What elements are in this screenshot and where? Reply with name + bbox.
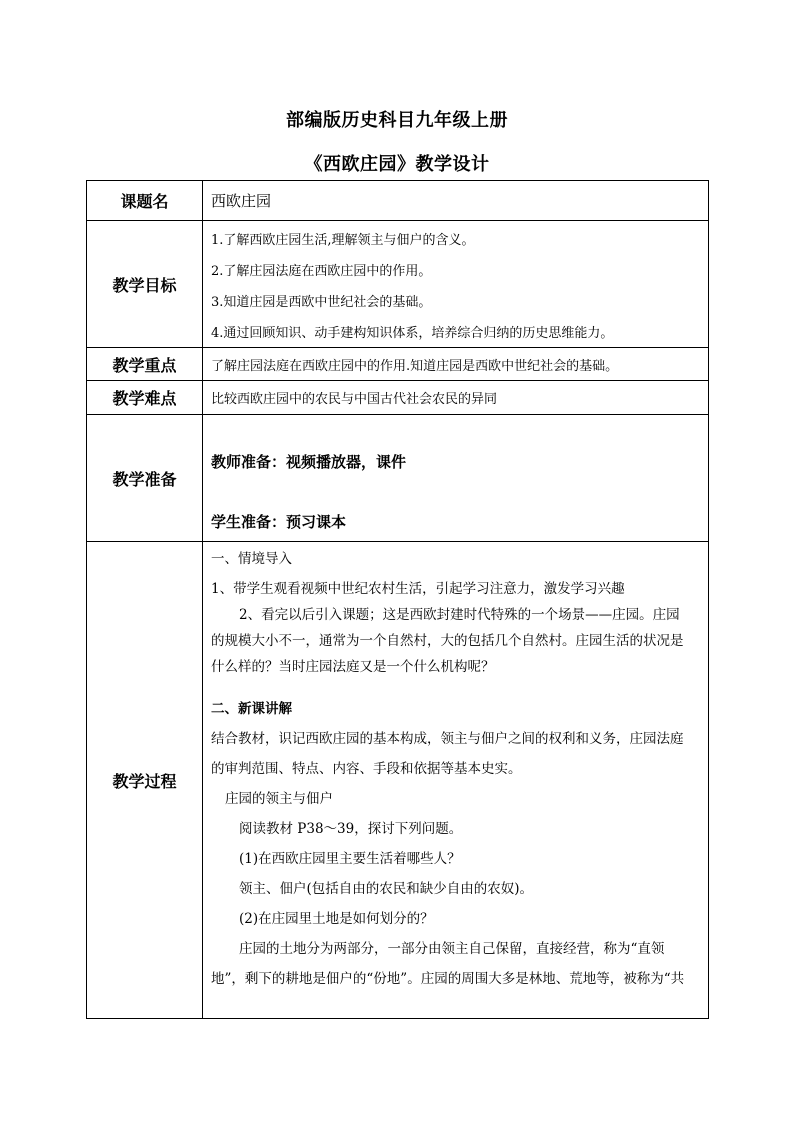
topic-value: 西欧庄园 — [211, 192, 272, 210]
document-title: 部编版历史科目九年级上册 — [286, 110, 508, 131]
table-row-objectives — [87, 221, 709, 348]
key-points-label: 教学重点 — [87, 348, 203, 381]
new-lesson-line1: 结合教材，识记西欧庄园的基本构成，领主与佃户之间的权利和义务，庄园法庭 — [211, 731, 684, 747]
table-row-preparation — [87, 415, 709, 542]
answer-2-line2: 地”，剩下的耕地是佃户的“份地”。庄园的周围大多是林地、荒地等，被称为“共 — [211, 971, 685, 987]
key-points-value: 了解庄园法庭在西欧庄园中的作用.知道庄园是西欧中世纪社会的基础。 — [211, 358, 619, 374]
intro-point-2-line2: 的规模大小不一，通常为一个自然村，大的包括几个自然村。庄园生活的状况是 — [211, 633, 684, 649]
teacher-preparation: 教师准备：视频播放器，课件 — [211, 453, 407, 471]
intro-point-1: 1、带学生观看视频中世纪农村生活，引起学习注意力，激发学习兴趣 — [211, 581, 625, 597]
objectives-label: 教学目标 — [87, 221, 203, 348]
preparation-label: 教学准备 — [87, 415, 203, 542]
reading-instruction: 阅读教材 P38～39，探讨下列问题。 — [239, 821, 463, 837]
table-row-key-points — [87, 348, 709, 381]
lesson-plan-table — [86, 180, 709, 1019]
objective-item: 4.通过回顾知识、动手建构知识体系，培养综合归纳的历史思维能力。 — [211, 326, 614, 341]
difficulties-value: 比较西欧庄园中的农民与中国古代社会农民的异同 — [211, 392, 498, 407]
document-subtitle: 《西欧庄园》教学设计 — [304, 154, 490, 175]
topic-label: 课题名 — [87, 181, 203, 221]
table-row-topic — [87, 181, 709, 221]
question-2: (2)在庄园里土地是如何划分的？ — [239, 911, 434, 927]
process-label: 教学过程 — [87, 542, 203, 1019]
new-lesson-line2: 的审判范围、特点、内容、手段和依据等基本史实。 — [211, 761, 522, 777]
intro-heading: 一、情境导入 — [211, 551, 292, 567]
new-lesson-heading: 二、新课讲解 — [211, 701, 292, 717]
table-row-difficulties — [87, 381, 709, 415]
intro-point-2-line3: 什么样的？当时庄园法庭又是一个什么机构呢？ — [211, 659, 495, 675]
student-preparation: 学生准备：预习课本 — [211, 513, 347, 531]
objective-item: 1.了解西欧庄园生活,理解领主与佃户的含义。 — [211, 233, 475, 248]
table-row-process — [87, 542, 709, 1019]
objective-item: 3.知道庄园是西欧中世纪社会的基础。 — [211, 295, 432, 310]
difficulties-label: 教学难点 — [87, 381, 203, 415]
answer-2-line1: 庄园的土地分为两部分，一部分由领主自己保留，直接经营，称为“直领 — [239, 941, 665, 957]
question-1: (1)在西欧庄园里主要生活着哪些人？ — [239, 851, 461, 867]
answer-1: 领主、佃户(包括自由的农民和缺少自由的农奴)。 — [239, 881, 534, 897]
subsection-heading: 庄园的领主与佃户 — [225, 791, 333, 807]
intro-point-2-line1: 2、看完以后引入课题；这是西欧封建时代特殊的一个场景——庄园。庄园 — [239, 607, 680, 623]
objective-item: 2.了解庄园法庭在西欧庄园中的作用。 — [211, 264, 432, 279]
